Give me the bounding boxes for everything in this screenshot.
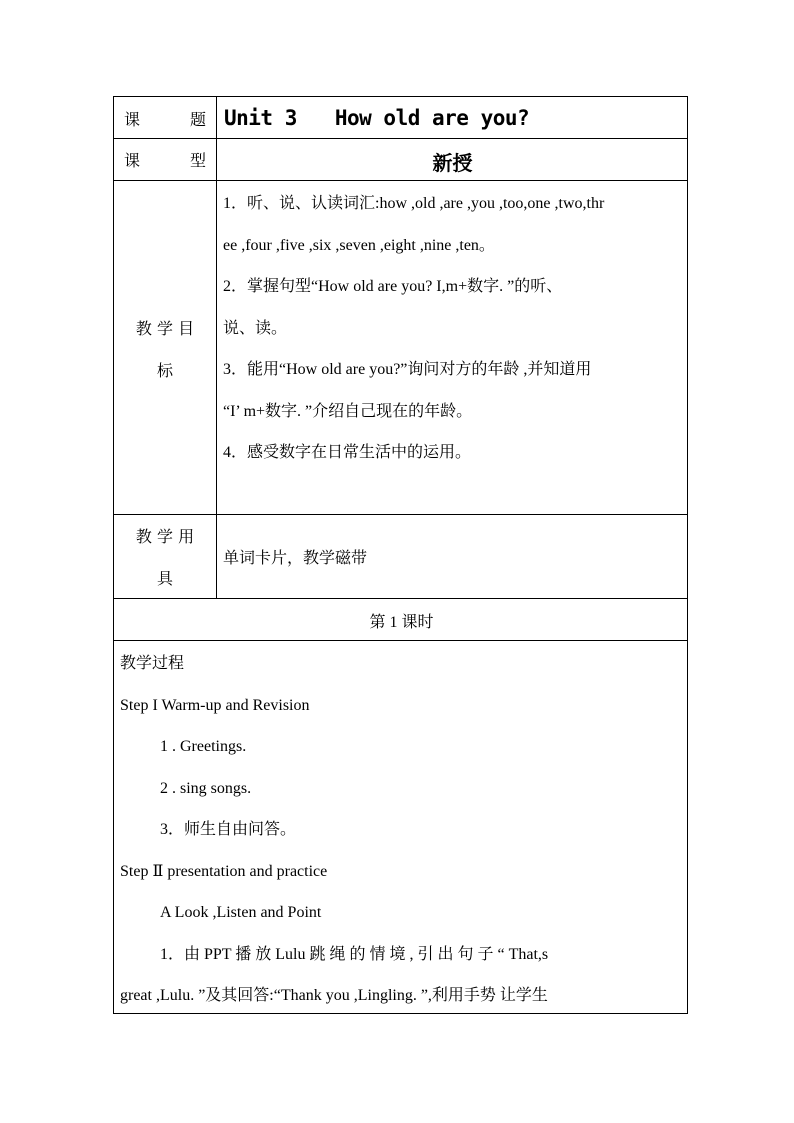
unit-title: How old are you? bbox=[334, 106, 530, 130]
tools-label-line: 教 学 用 bbox=[135, 527, 195, 546]
row-divider bbox=[114, 514, 687, 515]
topic-label-char: 题 bbox=[189, 110, 206, 129]
topic-label bbox=[114, 97, 216, 138]
process-heading: 教学过程 bbox=[120, 655, 185, 672]
tools-label-line: 具 bbox=[156, 568, 173, 588]
objectives-content bbox=[223, 183, 685, 474]
type-label-char: 课 bbox=[124, 151, 141, 170]
objective-line: 4．感受数字在日常生活中的运用。 bbox=[223, 444, 472, 461]
topic-title bbox=[224, 106, 684, 130]
objectives-label bbox=[114, 308, 216, 391]
topic-label-char: 课 bbox=[124, 110, 141, 129]
type-label-char: 型 bbox=[189, 151, 206, 170]
step-item: 3．师生自由问答。 bbox=[160, 821, 297, 838]
objective-line: ee ,four ,five ,six ,seven ,eight ,nine ,ten。 bbox=[223, 236, 495, 254]
lesson-type-value: 新授 bbox=[432, 151, 473, 175]
objectives-label-line: 教 学 目 bbox=[135, 319, 195, 338]
objective-line: 1．听、说、认读词汇:how ,old ,are ,you ,too,one ,two,thr bbox=[223, 195, 605, 212]
tools-value: 单词卡片，教学磁带 bbox=[223, 550, 368, 567]
process-paragraph-line: 1．由 PPT 播 放 Lulu 跳 绳 的 情 境 , 引 出 句 子 “ That,s bbox=[160, 945, 549, 963]
step-item: 2 . sing songs. bbox=[160, 779, 252, 797]
row-divider bbox=[114, 180, 687, 181]
lesson-period: 第 1 课时 bbox=[369, 614, 434, 631]
row-divider bbox=[114, 640, 687, 641]
type-label bbox=[114, 138, 216, 180]
objective-line: 说、读。 bbox=[223, 319, 288, 337]
objective-line: “I’ m+数字. ”介绍自己现在的年龄。 bbox=[223, 402, 473, 420]
unit-number: Unit 3 bbox=[224, 106, 297, 130]
lesson-plan-table bbox=[113, 96, 688, 1014]
objectives-label-line: 标 bbox=[156, 360, 173, 380]
step-heading: Step I Warm-up and Revision bbox=[120, 696, 310, 714]
objective-line: 2．掌握句型“How old are you? I,m+数字. ”的听、 bbox=[223, 278, 563, 295]
teaching-process bbox=[120, 643, 685, 1017]
objective-line: 3．能用“How old are you?”询问对方的年龄 ,并知道用 bbox=[223, 361, 592, 378]
step-heading: Step Ⅱ presentation and practice bbox=[120, 862, 328, 880]
process-paragraph-line: great ,Lulu. ”及其回答:“Thank you ,Lingling. ”,利用手势 让学生 bbox=[120, 987, 548, 1004]
step-subheading: A Look ,Listen and Point bbox=[160, 904, 322, 921]
tools-label bbox=[114, 516, 216, 599]
step-item: 1 . Greetings. bbox=[160, 738, 247, 755]
